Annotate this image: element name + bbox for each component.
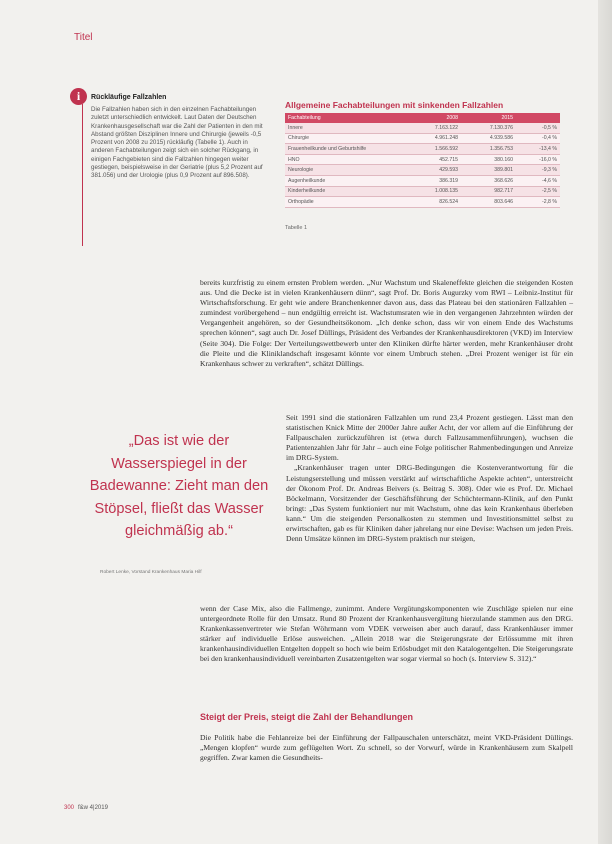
- table-header-cell: 2008: [406, 113, 461, 123]
- table-cell: -0,4 %: [516, 133, 560, 144]
- table-cell: 1.356.753: [461, 144, 516, 155]
- table-cell: Chirurgie: [285, 133, 406, 144]
- table-row: [285, 186, 560, 197]
- table-cell: Kinderheilkunde: [285, 186, 406, 197]
- table-title: Allgemeine Fachabteilungen mit sinkenden Fallzahlen: [285, 100, 504, 110]
- table-cell: 389.801: [461, 165, 516, 176]
- table-cell: 1.008.135: [406, 186, 461, 197]
- table-cell: -13,4 %: [516, 144, 560, 155]
- article-column-top: [200, 278, 573, 369]
- table-cell: 1.566.592: [406, 144, 461, 155]
- table-cell: Orthopädie: [285, 197, 406, 208]
- page-number: 300: [64, 805, 75, 811]
- table-cell: -16,0 %: [516, 154, 560, 165]
- page-edge: [598, 0, 612, 844]
- table-cell: 380.160: [461, 154, 516, 165]
- article-paragraph: „Krankenhäuser tragen unter DRG-Bedingungen die Kostenverantwortung für die Leistungserstellung und müssen verstärkt auf wirtschaftliche Aspekte achten“, unterstreicht der Ökonom Prof. Dr. Andreas Beivers (s. Beitrag S. 308). Oder wie es Prof. Dr. Michael Böckelmann, Vorsitzender der Geschäftsführung der Schüchtermann-Klinik, auf den Punkt bringt: „Das System funktioniert nur mit Wachstum, ohne das kein Krankenhaus überleben kann.“ Um die steigenden Personalkosten zu stemmen und Investitionsmittel selbst zu erwirtschaften, gab es für Kliniken daher jahrelang nur eine Devise: Wachsen um jeden Preis. Denn Umsätze können im DRG-System praktisch nur steigen,: [286, 463, 573, 544]
- table-row: [285, 165, 560, 176]
- article-paragraph: wenn der Case Mix, also die Fallmenge, zunimmt. Andere Vergütungskomponenten wie Zuschläge spielen nur eine untergeordnete Rolle für den Umsatz. Rund 80 Prozent der Krankenhausvergütung hierzulande stammen aus den DRG. Krankenkassenvertreter wie Stefan Wöhrmann vom VDEK verweisen aber auch darauf, dass Krankenhäuser immer stärker auf individuelle Erlöse ausweichen. „Allein 2018 war die Steigerungsrate der Erlössumme mit ihren krankenhausindividuellen Entgelten doppelt so hoch wie beim Erlösbudget mit den Katalogentgelten. Die Steigerungsrate bei den krankenhausindividuell vereinbarten Zusatzentgelten war sogar viermal so hoch (s. Interview S. 312).“: [200, 604, 573, 664]
- table-cell: Frauenheilkunde und Geburtshilfe: [285, 144, 406, 155]
- infobox-title: Rückläufige Fallzahlen: [91, 94, 167, 101]
- table-row: [285, 197, 560, 208]
- table-row: [285, 133, 560, 144]
- table-cell: -2,8 %: [516, 197, 560, 208]
- article-paragraph: Seit 1991 sind die stationären Fallzahlen um rund 23,4 Prozent gestiegen. Lässt man den statistischen Knick Mitte der 2000er Jahre außer Acht, der vor allem auf die Einführung der Fallpauschalen zurückzuführen ist (etwa durch Fallzusammenführungen), wuchsen die Patientenzahlen Jahr für Jahr – auch eine Folge politischer Rahmenbedingungen und Anreize im DRG-System.: [286, 413, 573, 463]
- page-footer: [64, 805, 108, 811]
- article-column-lower: [200, 604, 573, 665]
- publication-label: f&w 4|2019: [78, 805, 108, 811]
- table-cell: 368.626: [461, 175, 516, 186]
- table-cell: 4.939.586: [461, 133, 516, 144]
- table-cell: 429.593: [406, 165, 461, 176]
- table-cell: Augenheilkunde: [285, 175, 406, 186]
- article-column-middle: [286, 413, 573, 544]
- table-cell: 982.717: [461, 186, 516, 197]
- table-cell: -0,5 %: [516, 123, 560, 133]
- table-header-cell: Fachabteilung: [285, 113, 406, 123]
- table-row: [285, 144, 560, 155]
- table-header-cell: [516, 113, 560, 123]
- table-cell: 7.130.376: [461, 123, 516, 133]
- table-cell: -4,6 %: [516, 175, 560, 186]
- table-cell: 803.646: [461, 197, 516, 208]
- table-cell: 826.524: [406, 197, 461, 208]
- table-header-cell: 2015: [461, 113, 516, 123]
- table-caption: Tabelle 1: [285, 225, 308, 231]
- table-cell: 4.961.248: [406, 133, 461, 144]
- table-cell: -2,5 %: [516, 186, 560, 197]
- table-row: [285, 154, 560, 165]
- table-header-row: [285, 113, 560, 123]
- table-cell: 386.319: [406, 175, 461, 186]
- pull-quote-source: Robert Lenke, Vorstand Krankenhaus Maria Hilf: [100, 570, 202, 575]
- table-cell: HNO: [285, 154, 406, 165]
- pull-quote: „Das ist wie der Wasserspiegel in der Badewanne: Zieht man den Stöpsel, fließt das Wasser gleichmäßig ab.“: [89, 433, 269, 539]
- table-cell: Neurologie: [285, 165, 406, 176]
- table-cell: 452.715: [406, 154, 461, 165]
- article-column-bottom: [200, 733, 573, 763]
- infobox-text: Die Fallzahlen haben sich in den einzelnen Fachabteilungen zuletzt unterschiedlich entwickelt. Laut Daten der Deutschen Krankenhausgesellschaft war die Zahl der Patienten in den mit Abstand größten Disziplinen Innere und Chirurgie (jeweils -0,5 Prozent von 2008 zu 2015) rückläufig (Tabelle 1). Auch in anderen Fachabteilungen zeigt sich ein solcher Rückgang, in einigen Fachgebieten sind die Fallzahlen hingegen weiter gestiegen, beispielsweise in der Geriatrie (plus 5,2 Prozent auf 381.056) und der Urologie (plus 0,9 Prozent auf 896.508).: [91, 106, 263, 180]
- section-label: Titel: [74, 32, 93, 43]
- infobox-rule: [82, 104, 83, 246]
- table-cell: Innere: [285, 123, 406, 133]
- table-cell: 7.163.122: [406, 123, 461, 133]
- article-paragraph: bereits kurzfristig zu einem ernsten Problem werden. „Nur Wachstum und Skaleneffekte gleichen die steigenden Kosten aus. Und die Decke ist in vielen Krankenhäusern dünn“, sagt Prof. Dr. Boris Augurzky vom RWI – Leibniz-Institut für Wirtschaftsforschung. Er geht wie andere Branchenkenner davon aus, dass das Plateau bei den stationären Fallzahlen – zumindest vorübergehend – nun endgültig erreicht ist. Wachstumsraten wie in den vergangenen Jahrzehnten würden der Vergangenheit angehören, so der Gesundheitsökonom. „Ich denke schon, dass wir von einem Ende des Wachstums sprechen können“, sagt auch Dr. Josef Düllings, Präsident des Verbandes der Krankenhausdirektoren (VKD) im Interview (Seite 304). Die Folge: Der Verteilungswettbewerb unter den Kliniken dürfte härter werden, mehr Krankenhäuser droht die Pleite und die Kliniklandschaft insgesamt könnte vor einem Umbruch stehen. „Drei Prozent weniger ist für ein Krankenhaus schwer zu verkraften“, schätzt Düllings.: [200, 278, 573, 368]
- article-subhead: Steigt der Preis, steigt die Zahl der Behandlungen: [200, 712, 414, 722]
- article-paragraph: Die Politik habe die Fehlanreize bei der Einführung der Fallpauschalen unterschätzt, meint VKD-Präsident Düllings. „Mengen klopfen“ wurde zum geflügelten Wort. Zu schnell, so der Vorwurf, würde in Krankenhäusern zum Skalpell gegriffen. Zwar kamen die Gesundheits-: [200, 733, 573, 763]
- table-row: [285, 123, 560, 133]
- info-icon: i: [70, 88, 87, 105]
- table-row: [285, 175, 560, 186]
- table-cell: -9,3 %: [516, 165, 560, 176]
- case-numbers-table: [285, 113, 560, 208]
